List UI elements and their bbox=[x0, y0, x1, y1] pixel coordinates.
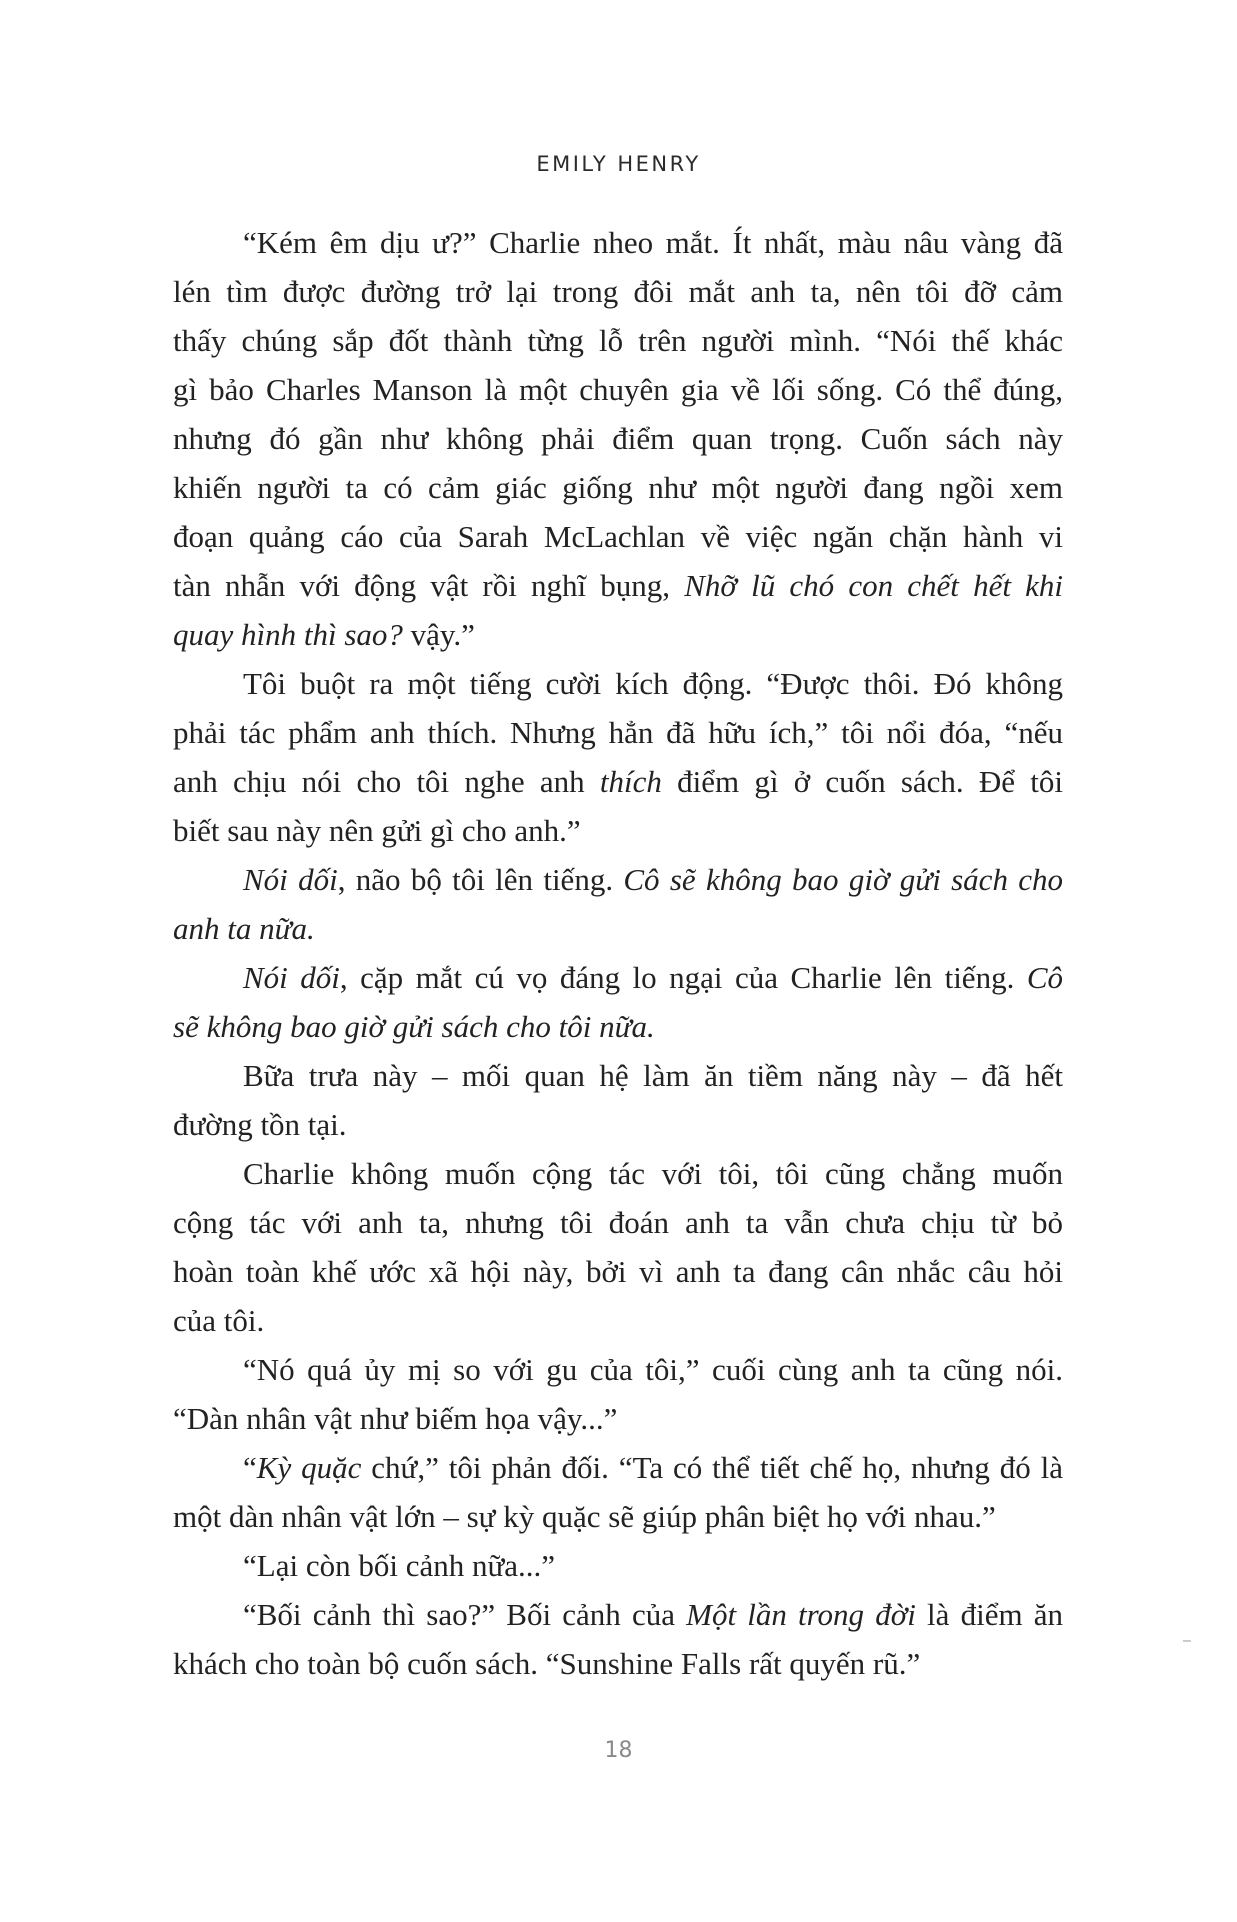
text-line bbox=[173, 1492, 1063, 1541]
text-line bbox=[173, 561, 1063, 610]
text-segment: , cặp mắt cú vọ đáng lo ngại của Charlie lên tiếng. bbox=[339, 960, 1027, 995]
text-segment: đường tồn tại. bbox=[173, 1107, 347, 1142]
text-line bbox=[173, 1590, 1063, 1639]
italic-text: Nói dối bbox=[243, 960, 340, 995]
text-segment: khiến người ta có cảm giác giống như một người đang ngồi xem bbox=[173, 470, 1063, 505]
text-line bbox=[173, 1100, 1063, 1149]
text-line bbox=[173, 708, 1063, 757]
text-segment: gì bảo Charles Manson là một chuyên gia về lối sống. Có thể đúng, bbox=[173, 372, 1063, 407]
scan-artifact-mark bbox=[1183, 1640, 1191, 1642]
text-line bbox=[173, 806, 1063, 855]
page-number: 18 bbox=[604, 1738, 633, 1763]
text-segment: Charlie không muốn cộng tác với tôi, tôi cũng chẳng muốn bbox=[243, 1156, 1063, 1191]
text-line bbox=[173, 414, 1063, 463]
italic-text: quay hình thì sao? bbox=[173, 617, 403, 652]
text-segment: “ bbox=[243, 1450, 257, 1485]
text-line bbox=[173, 904, 1063, 953]
italic-text: Nói dối bbox=[243, 862, 338, 897]
text-segment: Bữa trưa này – mối quan hệ làm ăn tiềm năng này – đã hết bbox=[243, 1058, 1063, 1093]
text-line bbox=[173, 1296, 1063, 1345]
text-segment: lén tìm được đường trở lại trong đôi mắt anh ta, nên tôi đỡ cảm bbox=[173, 274, 1063, 309]
text-segment: vậy.” bbox=[402, 617, 475, 652]
text-segment: , não bộ tôi lên tiếng. bbox=[337, 862, 624, 897]
paragraph bbox=[173, 1541, 1063, 1590]
text-segment: Tôi buột ra một tiếng cười kích động. “Được thôi. Đó không bbox=[243, 666, 1063, 701]
text-segment: tàn nhẫn với động vật rồi nghĩ bụng, bbox=[173, 568, 685, 603]
text-line bbox=[173, 463, 1063, 512]
text-line bbox=[173, 1394, 1063, 1443]
italic-text: Kỳ quặc bbox=[256, 1450, 362, 1485]
running-header: EMILY HENRY bbox=[536, 152, 701, 176]
text-segment: đoạn quảng cáo của Sarah McLachlan về việc ngăn chặn hành vi bbox=[173, 519, 1063, 554]
text-segment: biết sau này nên gửi gì cho anh.” bbox=[173, 813, 581, 848]
paragraph bbox=[173, 1345, 1063, 1443]
text-line bbox=[173, 757, 1063, 806]
paragraph bbox=[173, 659, 1063, 855]
text-line bbox=[173, 218, 1063, 267]
text-line bbox=[173, 1345, 1063, 1394]
paragraph bbox=[173, 1051, 1063, 1149]
paragraph bbox=[173, 953, 1063, 1051]
text-line bbox=[173, 365, 1063, 414]
italic-text: Cô sẽ không bao giờ gửi sách cho bbox=[623, 862, 1064, 897]
text-segment: anh chịu nói cho tôi nghe anh bbox=[173, 764, 600, 799]
text-line bbox=[173, 855, 1063, 904]
text-segment: của tôi. bbox=[173, 1303, 265, 1338]
text-line bbox=[173, 1443, 1063, 1492]
italic-text: Nhỡ lũ chó con chết hết khi bbox=[684, 568, 1063, 603]
text-line bbox=[173, 1198, 1063, 1247]
text-line bbox=[173, 1247, 1063, 1296]
text-segment: “Nó quá ủy mị so với gu của tôi,” cuối cùng anh ta cũng nói. bbox=[243, 1352, 1063, 1387]
italic-text: sẽ không bao giờ gửi sách cho tôi nữa. bbox=[173, 1009, 655, 1044]
text-segment: một dàn nhân vật lớn – sự kỳ quặc sẽ giúp phân biệt họ với nhau.” bbox=[173, 1499, 996, 1534]
text-line bbox=[173, 953, 1063, 1002]
text-segment: là điểm ăn bbox=[915, 1597, 1063, 1632]
text-line bbox=[173, 512, 1063, 561]
text-line bbox=[173, 1149, 1063, 1198]
text-line bbox=[173, 1002, 1063, 1051]
italic-text: Cô bbox=[1026, 960, 1063, 995]
italic-text: thích bbox=[599, 764, 662, 799]
text-segment: hoàn toàn khế ước xã hội này, bởi vì anh ta đang cân nhắc câu hỏi bbox=[173, 1254, 1063, 1289]
text-segment: khách cho toàn bộ cuốn sách. “Sunshine Falls rất quyến rũ.” bbox=[173, 1646, 921, 1681]
text-line bbox=[173, 1051, 1063, 1100]
text-segment: nhưng đó gần như không phải điểm quan trọng. Cuốn sách này bbox=[173, 421, 1063, 456]
body-text bbox=[173, 218, 1063, 1688]
text-line bbox=[173, 267, 1063, 316]
paragraph bbox=[173, 1590, 1063, 1688]
text-segment: “Bối cảnh thì sao?” Bối cảnh của bbox=[243, 1597, 687, 1632]
text-segment: điểm gì ở cuốn sách. Để tôi bbox=[661, 764, 1063, 799]
paragraph bbox=[173, 855, 1063, 953]
text-segment: phải tác phẩm anh thích. Nhưng hẳn đã hữu ích,” tôi nổi đóa, “nếu bbox=[173, 715, 1063, 750]
text-segment: “Dàn nhân vật như biếm họa vậy...” bbox=[173, 1401, 618, 1436]
text-line bbox=[173, 316, 1063, 365]
text-line bbox=[173, 1639, 1063, 1688]
text-line bbox=[173, 610, 1063, 659]
text-segment: chứ,” tôi phản đối. “Ta có thể tiết chế họ, nhưng đó là bbox=[361, 1450, 1063, 1485]
italic-text: anh ta nữa. bbox=[173, 911, 315, 946]
paragraph bbox=[173, 1149, 1063, 1345]
text-line bbox=[173, 659, 1063, 708]
text-line bbox=[173, 1541, 1063, 1590]
italic-text: Một lần trong đời bbox=[686, 1597, 916, 1632]
paragraph bbox=[173, 218, 1063, 659]
text-segment: “Kém êm dịu ư?” Charlie nheo mắt. Ít nhất, màu nâu vàng đã bbox=[243, 225, 1063, 260]
paragraph bbox=[173, 1443, 1063, 1541]
text-segment: thấy chúng sắp đốt thành từng lỗ trên người mình. “Nói thế khác bbox=[173, 323, 1063, 358]
text-segment: cộng tác với anh ta, nhưng tôi đoán anh ta vẫn chưa chịu từ bỏ bbox=[173, 1205, 1063, 1240]
text-segment: “Lại còn bối cảnh nữa...” bbox=[243, 1548, 556, 1583]
